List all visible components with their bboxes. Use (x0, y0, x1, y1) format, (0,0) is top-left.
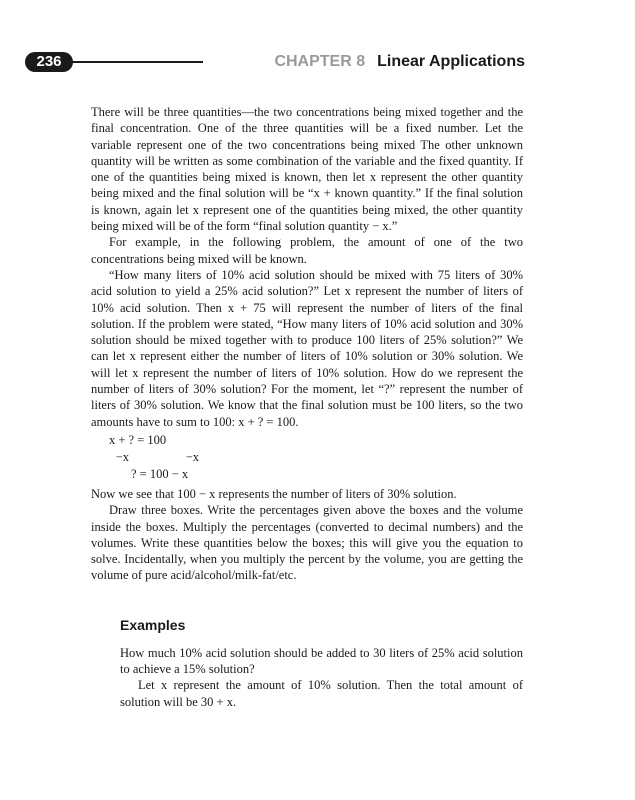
paragraph-5: Draw three boxes. Write the percentages given above the boxes and the volume inside the boxes. Multiply the percentages (converted to decimal numbers) and the volumes. Write these quantities below the boxes; this will give you the equation to solve. Incidentally, when you multiply the percent by the volume, you are getting the volume of pure acid/alcohol/milk-fat/etc. (91, 503, 523, 583)
header-rule (71, 61, 203, 63)
equation-1: x + ? = 100 (109, 433, 167, 448)
equation-line-1 (91, 432, 523, 449)
equation-line-3 (91, 466, 523, 483)
examples-section (120, 645, 523, 710)
equation-2-right: −x (185, 450, 199, 465)
page-number-badge: 236 (25, 52, 73, 72)
paragraph-4: Now we see that 100 − x represents the number of liters of 30% solution. (91, 486, 457, 501)
equation-3: ? = 100 − x (131, 467, 189, 482)
running-head (274, 52, 525, 72)
chapter-title: Linear Applications (377, 53, 525, 70)
equation-2-left: −x (115, 450, 129, 465)
equation-line-2 (91, 449, 523, 466)
equation-block (91, 432, 523, 483)
paragraph-2: For example, in the following problem, the amount of one of the two concentrations being mixed will be known. (91, 235, 523, 266)
paragraph-1: There will be three quantities—the two concentrations being mixed together and the final concentration. One of the three quantities will be a fixed number. Let the variable represent one of the two concentrations being mixed The other unknown quantity will be written as some combination of the variable and the fixed quantity. If one of the quantities being mixed is known, then let x represent the other quantity being mixed and the final solution will be “x + known quantity.” If the final solution is known, again let x represent one of the quantities being mixed, the other quantity being mixed will be of the form “final solution quantity − x.” (91, 105, 523, 234)
page-header (25, 52, 525, 76)
page-body (91, 104, 523, 710)
chapter-label: CHAPTER 8 (274, 53, 366, 70)
example-question: How much 10% acid solution should be added to 30 liters of 25% acid solution to achieve a 15% solution? (120, 645, 523, 677)
paragraph-3: “How many liters of 10% acid solution should be mixed with 75 liters of 30% acid solution to yield a 25% acid solution?” Let x represent the number of liters of 10% acid solution. Then x + 75 will represent the number of liters of the final solution. If the problem were stated, “How many liters of 10% acid solution and 30% solution should be mixed together with to produce 100 liters of 25% solution?” We can let x represent either the number of liters of 10% solution or 30% solution. We will let x represent the number of liters of 10% solution. How do we represent the number of liters of 30% solution? For the moment, let “?” represent the number of liters of 30% solution. We know that the final solution must be 100 liters, so the two amounts have to sum to 100: x + ? = 100. (91, 267, 523, 429)
example-answer: Let x represent the amount of 10% solution. Then the total amount of solution will be 30 + x. (120, 678, 523, 709)
examples-heading: Examples (120, 616, 186, 633)
